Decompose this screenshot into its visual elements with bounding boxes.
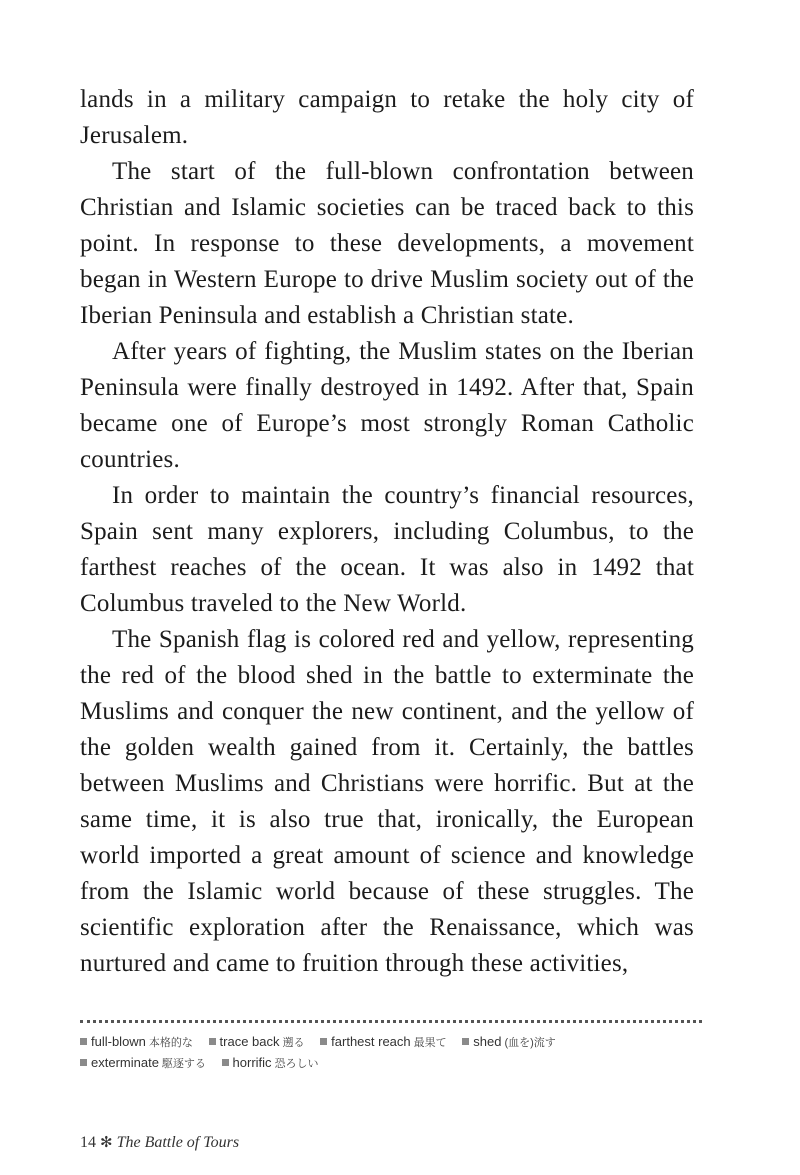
square-bullet-icon	[222, 1059, 229, 1066]
glossary-term: farthest reach	[331, 1034, 411, 1049]
glossary-term: full-blown	[91, 1034, 146, 1049]
paragraph: In order to maintain the country’s financial resources, Spain sent many explorers, including Columbus, to the farthest reaches of the ocean. It was also in 1492 that Columbus traveled to the New World.	[80, 482, 694, 617]
page-number: 14	[80, 1134, 96, 1151]
glossary-meaning: 最果て	[413, 1037, 447, 1049]
glossary-meaning: 恐ろしい	[274, 1058, 319, 1070]
glossary-meaning: 遡る	[282, 1037, 305, 1049]
glossary-term: exterminate	[91, 1055, 159, 1070]
square-bullet-icon	[320, 1038, 327, 1045]
body-text	[80, 82, 694, 982]
glossary-meaning: 本格的な	[148, 1037, 193, 1049]
square-bullet-icon	[80, 1038, 87, 1045]
square-bullet-icon	[209, 1038, 216, 1045]
glossary-term: horrific	[232, 1055, 272, 1070]
glossary-term: shed	[473, 1034, 502, 1049]
glossary-meaning: 駆逐する	[161, 1058, 206, 1070]
glossary-item	[462, 1032, 556, 1053]
glossary-item	[222, 1053, 319, 1074]
square-bullet-icon	[80, 1059, 87, 1066]
asterisk-separator-icon: ✻	[100, 1135, 113, 1151]
dotted-divider	[80, 1020, 702, 1023]
glossary-line	[80, 1032, 720, 1053]
glossary	[80, 1032, 720, 1074]
page-footer	[80, 1133, 239, 1152]
paragraph: The start of the full-blown confrontation between Christian and Islamic societies can be traced back to this point. In response to these developments, a movement began in Western Europe to drive Muslim society out of the Iberian Peninsula and establish a Christian state.	[80, 158, 694, 329]
paragraph: The Spanish flag is colored red and yellow, representing the red of the blood shed in the battle to exterminate the Muslims and conquer the new continent, and the yellow of the golden wealth gained from it. Certainly, the battles between Muslims and Christians were horrific. But at the same time, it is also true that, ironically, the European world imported a great amount of science and knowledge from the Islamic world because of these struggles. The scientific exploration after the Renaissance, which was nurtured and came to fruition through these activities,	[80, 626, 694, 977]
glossary-term: trace back	[219, 1034, 280, 1049]
paragraph: lands in a military campaign to retake the holy city of Jerusalem.	[80, 86, 694, 149]
book-title: The Battle of Tours	[116, 1134, 240, 1151]
glossary-line	[80, 1053, 720, 1074]
glossary-meaning: (血を)流す	[504, 1037, 556, 1049]
glossary-item	[320, 1032, 447, 1053]
glossary-item	[80, 1053, 206, 1074]
square-bullet-icon	[462, 1038, 469, 1045]
glossary-item	[209, 1032, 305, 1053]
paragraph: After years of fighting, the Muslim states on the Iberian Peninsula were finally destroyed in 1492. After that, Spain became one of Europe’s most strongly Roman Catholic countries.	[80, 338, 694, 473]
glossary-item	[80, 1032, 193, 1053]
